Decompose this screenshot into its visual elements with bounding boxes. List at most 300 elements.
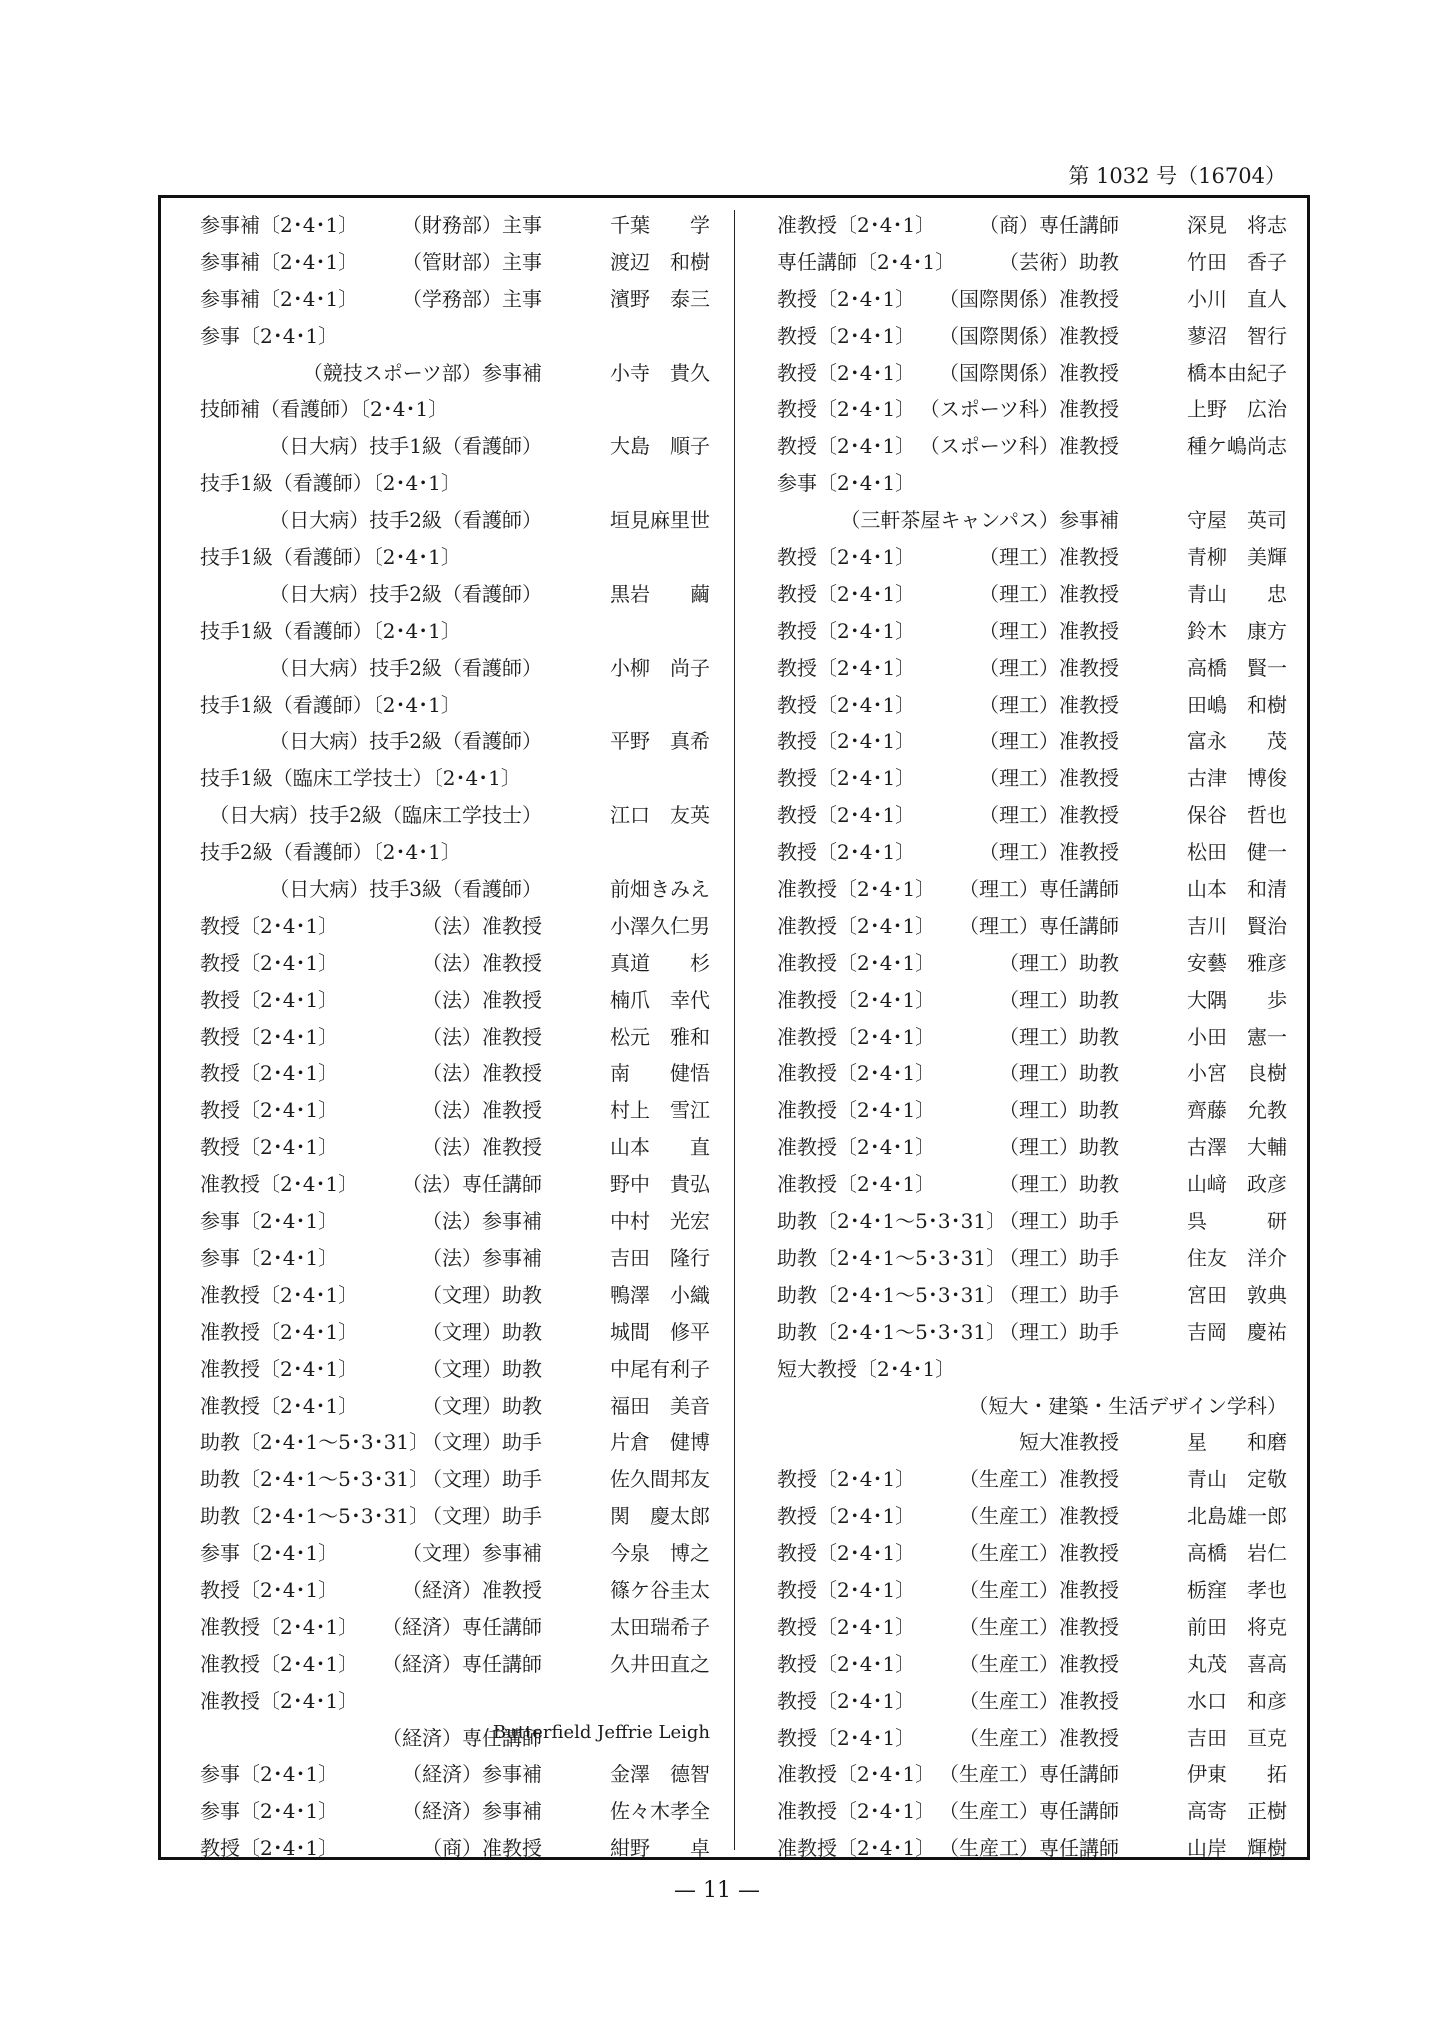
- person-name: 吉岡 慶祐: [1187, 1319, 1287, 1344]
- person-name: 平野 真希: [610, 729, 710, 754]
- post-label: 教授〔2･4･1〕: [200, 913, 339, 938]
- post-label: 短大教授〔2･4･1〕: [777, 1356, 956, 1381]
- department-title: （文理）助手: [422, 1430, 542, 1455]
- person-name: 中尾有利子: [610, 1356, 710, 1381]
- person-name: 山本 和清: [1187, 877, 1287, 902]
- department-title: （文理）助教: [422, 1282, 542, 1307]
- department-title: （日大病）技手2級（看護師）: [269, 655, 542, 680]
- department-title: （文理）助手: [422, 1504, 542, 1529]
- department-title: （理工）助教: [999, 1061, 1119, 1086]
- personnel-entry: [200, 1051, 710, 1088]
- post-label: 准教授〔2･4･1〕: [777, 1098, 936, 1123]
- person-name: 太田瑞希子: [610, 1614, 710, 1639]
- issue-number: 第 1032 号（16704）: [1068, 164, 1286, 188]
- department-title: （理工）准教授: [979, 692, 1119, 717]
- post-label: 参事〔2･4･1〕: [200, 323, 339, 348]
- personnel-entry: [200, 1457, 710, 1494]
- post-label: 教授〔2･4･1〕: [777, 360, 916, 385]
- department-title: （生産工）准教授: [959, 1651, 1119, 1676]
- personnel-entry: [200, 793, 710, 830]
- personnel-entry: [777, 1826, 1287, 1863]
- person-name: 高橋 賢一: [1187, 655, 1287, 680]
- department-title: （経済）専任講師: [382, 1725, 542, 1750]
- personnel-entry: [777, 1310, 1287, 1347]
- person-name: 城間 修平: [610, 1319, 710, 1344]
- post-label: 准教授〔2･4･1〕: [777, 1061, 936, 1086]
- personnel-entry: [200, 1679, 710, 1716]
- department-title: （法）准教授: [422, 913, 542, 938]
- person-name: 山本 直: [610, 1135, 710, 1160]
- person-name: 深見 将志: [1187, 213, 1287, 237]
- person-name: 小田 憲一: [1187, 1024, 1287, 1049]
- personnel-entry: [777, 904, 1287, 941]
- post-label: 参事〔2･4･1〕: [200, 1541, 339, 1566]
- personnel-entry: [200, 387, 710, 424]
- personnel-entry: [777, 756, 1287, 793]
- personnel-entry: [200, 1605, 710, 1642]
- person-name: 久井田直之: [610, 1651, 710, 1676]
- person-name: 村上 雪江: [610, 1098, 710, 1123]
- post-label: 准教授〔2･4･1〕: [777, 213, 936, 237]
- department-title: （経済）専任講師: [382, 1651, 542, 1676]
- personnel-entry: [777, 203, 1287, 240]
- personnel-entry: [200, 609, 710, 646]
- department-title: （国際関係）准教授: [939, 360, 1119, 385]
- personnel-entry: [200, 461, 710, 498]
- person-name: 青山 定敬: [1187, 1467, 1287, 1492]
- personnel-entry: [777, 387, 1287, 424]
- personnel-entry: [777, 424, 1287, 461]
- person-name: 高橋 岩仁: [1187, 1541, 1287, 1566]
- department-title: （理工）准教授: [979, 655, 1119, 680]
- personnel-entry: [777, 240, 1287, 277]
- person-name: 齊藤 允教: [1187, 1098, 1287, 1123]
- person-name: 青柳 美輝: [1187, 545, 1287, 570]
- right-column: [777, 203, 1287, 1863]
- person-name: 福田 美音: [610, 1393, 710, 1418]
- department-title: （法）参事補: [422, 1209, 542, 1234]
- department-title: （経済）准教授: [402, 1577, 542, 1602]
- post-label: 教授〔2･4･1〕: [200, 1024, 339, 1049]
- department-title: （理工）助教: [999, 987, 1119, 1012]
- personnel-entry: [200, 1494, 710, 1531]
- personnel-entry: [200, 351, 710, 388]
- personnel-entry: [777, 1236, 1287, 1273]
- department-title: （国際関係）准教授: [939, 323, 1119, 348]
- post-label: 教授〔2･4･1〕: [777, 655, 916, 680]
- post-label: 教授〔2･4･1〕: [777, 1614, 916, 1639]
- personnel-entry: [777, 793, 1287, 830]
- person-name: 佐々木孝全: [610, 1799, 710, 1824]
- personnel-entry: [777, 867, 1287, 904]
- personnel-entry: [777, 1162, 1287, 1199]
- person-name: 江口 友英: [610, 803, 710, 828]
- post-label: 参事〔2･4･1〕: [200, 1762, 339, 1787]
- personnel-entry: [777, 941, 1287, 978]
- post-label: 教授〔2･4･1〕: [777, 618, 916, 643]
- personnel-entry: [200, 1752, 710, 1789]
- post-label: 教授〔2･4･1〕: [777, 803, 916, 828]
- department-title: （法）准教授: [422, 987, 542, 1012]
- post-label: 准教授〔2･4･1〕: [777, 987, 936, 1012]
- post-label: 教授〔2･4･1〕: [777, 692, 916, 717]
- post-label: 准教授〔2･4･1〕: [777, 1836, 936, 1861]
- personnel-entry: [200, 756, 710, 793]
- department-title: （法）准教授: [422, 1024, 542, 1049]
- department-title: （国際関係）准教授: [939, 286, 1119, 311]
- personnel-entry: [777, 1125, 1287, 1162]
- post-label: 教授〔2･4･1〕: [777, 1725, 916, 1750]
- personnel-entry: [777, 609, 1287, 646]
- department-title: （芸術）助教: [999, 249, 1119, 274]
- personnel-entry: [200, 572, 710, 609]
- post-label: 准教授〔2･4･1〕: [777, 950, 936, 975]
- person-name: 大隅 歩: [1187, 987, 1287, 1012]
- personnel-entry: [777, 1568, 1287, 1605]
- department-title: （日大病）技手1級（看護師）: [269, 434, 542, 459]
- department-title: （文理）助教: [422, 1393, 542, 1418]
- personnel-entry: [777, 277, 1287, 314]
- department-title: （日大病）技手2級（臨床工学技士）: [209, 803, 542, 828]
- personnel-entry: [200, 978, 710, 1015]
- person-name: 栃窪 孝也: [1187, 1577, 1287, 1602]
- personnel-entry: [777, 1605, 1287, 1642]
- person-name: 小川 直人: [1187, 286, 1287, 311]
- department-title: （法）専任講師: [402, 1172, 542, 1197]
- post-label: 参事〔2･4･1〕: [200, 1799, 339, 1824]
- personnel-entry: [200, 1088, 710, 1125]
- department-title: （理工）准教授: [979, 545, 1119, 570]
- personnel-entry: [200, 1015, 710, 1052]
- post-label: 参事補〔2･4･1〕: [200, 249, 359, 274]
- person-name: 前田 将克: [1187, 1614, 1287, 1639]
- person-name: 高寄 正樹: [1187, 1799, 1287, 1824]
- department-title: （理工）准教授: [979, 581, 1119, 606]
- left-column: [200, 203, 710, 1863]
- post-label: 准教授〔2･4･1〕: [777, 1172, 936, 1197]
- post-label: 技手1級（臨床工学技士）〔2･4･1〕: [200, 766, 521, 791]
- person-name: 種ケ嶋尚志: [1187, 434, 1287, 459]
- person-name: 宮田 敦典: [1187, 1282, 1287, 1307]
- personnel-entry: [200, 867, 710, 904]
- department-title: （法）准教授: [422, 1135, 542, 1160]
- post-label: 教授〔2･4･1〕: [200, 1061, 339, 1086]
- personnel-entry: [200, 1236, 710, 1273]
- personnel-entry: [200, 1531, 710, 1568]
- person-name: 富永 茂: [1187, 729, 1287, 754]
- person-name: 楠爪 幸代: [610, 987, 710, 1012]
- personnel-entry: [777, 1789, 1287, 1826]
- department-title: （理工）准教授: [979, 840, 1119, 865]
- department-title: （法）准教授: [422, 950, 542, 975]
- post-label: 教授〔2･4･1〕: [777, 581, 916, 606]
- person-name: 金澤 德智: [610, 1762, 710, 1787]
- post-label: 准教授〔2･4･1〕: [777, 1762, 936, 1787]
- person-name: 古津 博俊: [1187, 766, 1287, 791]
- person-name: 片倉 健博: [610, 1430, 710, 1455]
- personnel-entry: [200, 1162, 710, 1199]
- personnel-entry: [777, 314, 1287, 351]
- personnel-entry: [200, 277, 710, 314]
- person-name: 小澤久仁男: [610, 913, 710, 938]
- department-title: （理工）助教: [999, 1098, 1119, 1123]
- personnel-entry: [777, 1273, 1287, 1310]
- personnel-entry: [777, 461, 1287, 498]
- post-label: 准教授〔2･4･1〕: [200, 1282, 359, 1307]
- personnel-entry: [777, 1420, 1287, 1457]
- personnel-entry: [200, 904, 710, 941]
- person-name: 田嶋 和樹: [1187, 692, 1287, 717]
- personnel-entry: [200, 1420, 710, 1457]
- department-title: （文理）助教: [422, 1319, 542, 1344]
- department-title: （日大病）技手2級（看護師）: [269, 508, 542, 533]
- post-label: 准教授〔2･4･1〕: [200, 1651, 359, 1676]
- personnel-entry: [200, 1273, 710, 1310]
- personnel-entry: [777, 683, 1287, 720]
- person-name: 上野 広治: [1187, 397, 1287, 422]
- person-name: 古澤 大輔: [1187, 1135, 1287, 1160]
- person-name: 星 和磨: [1187, 1430, 1287, 1455]
- department-title: （理工）助手: [999, 1319, 1119, 1344]
- post-label: 助教〔2･4･1～5･3･31〕: [200, 1504, 430, 1529]
- department-title: （三軒茶屋キャンパス）参事補: [840, 508, 1119, 533]
- post-label: 教授〔2･4･1〕: [777, 1541, 916, 1566]
- department-title: （生産工）専任講師: [939, 1799, 1119, 1824]
- person-name: 吉田 亘克: [1187, 1725, 1287, 1750]
- personnel-entry: [777, 1088, 1287, 1125]
- post-label: 准教授〔2･4･1〕: [777, 1024, 936, 1049]
- personnel-entry: [200, 240, 710, 277]
- person-name: 青山 忠: [1187, 581, 1287, 606]
- person-name: 安藝 雅彦: [1187, 950, 1287, 975]
- post-label: 教授〔2･4･1〕: [777, 729, 916, 754]
- post-label: 准教授〔2･4･1〕: [200, 1614, 359, 1639]
- post-label: 教授〔2･4･1〕: [200, 1135, 339, 1160]
- department-title: （理工）助教: [999, 950, 1119, 975]
- department-title: （文理）助教: [422, 1356, 542, 1381]
- person-name: 吉田 隆行: [610, 1245, 710, 1270]
- post-label: 助教〔2･4･1～5･3･31〕: [777, 1282, 1007, 1307]
- personnel-entry: [777, 1716, 1287, 1753]
- personnel-entry: [777, 1494, 1287, 1531]
- department-title: （管財部）主事: [402, 249, 542, 274]
- post-label: 参事補〔2･4･1〕: [200, 213, 359, 237]
- person-name: 小宮 良樹: [1187, 1061, 1287, 1086]
- column-divider: [734, 210, 735, 1850]
- department-title: （経済）参事補: [402, 1799, 542, 1824]
- department-title: （理工）准教授: [979, 766, 1119, 791]
- personnel-entry: [200, 1347, 710, 1384]
- department-title: （理工）准教授: [979, 803, 1119, 828]
- personnel-entry: [200, 830, 710, 867]
- person-name: Butterfield Jeffrie Leigh: [492, 1721, 710, 1743]
- personnel-entry: [777, 535, 1287, 572]
- department-title: （スポーツ科）准教授: [919, 434, 1119, 459]
- person-name: 水口 和彦: [1187, 1688, 1287, 1713]
- personnel-entry: [777, 1015, 1287, 1052]
- person-name: 呉 研: [1187, 1209, 1287, 1234]
- department-title: （商）専任講師: [979, 213, 1119, 237]
- department-title: （法）准教授: [422, 1061, 542, 1086]
- person-name: 鴨澤 小織: [610, 1282, 710, 1307]
- post-label: 教授〔2･4･1〕: [777, 323, 916, 348]
- personnel-entry: [777, 646, 1287, 683]
- person-name: 伊東 拓: [1187, 1762, 1287, 1787]
- post-label: 教授〔2･4･1〕: [777, 434, 916, 459]
- personnel-entry: [200, 1384, 710, 1421]
- personnel-entry: [777, 1051, 1287, 1088]
- person-name: （短大・建築・生活デザイン学科）: [968, 1393, 1287, 1418]
- page-number: — 11 —: [674, 1878, 760, 1903]
- post-label: 教授〔2･4･1〕: [777, 1688, 916, 1713]
- personnel-entry: [777, 978, 1287, 1015]
- personnel-entry: [200, 314, 710, 351]
- post-label: 准教授〔2･4･1〕: [777, 1799, 936, 1824]
- person-name: 保谷 哲也: [1187, 803, 1287, 828]
- post-label: 助教〔2･4･1～5･3･31〕: [200, 1467, 430, 1492]
- department-title: （文理）参事補: [402, 1541, 542, 1566]
- person-name: 野中 貴弘: [610, 1172, 710, 1197]
- post-label: 参事〔2･4･1〕: [777, 471, 916, 496]
- post-label: 教授〔2･4･1〕: [777, 1577, 916, 1602]
- personnel-entry: [200, 719, 710, 756]
- department-title: （日大病）技手3級（看護師）: [269, 877, 542, 902]
- personnel-entry: [200, 1826, 710, 1863]
- department-title: （スポーツ科）准教授: [919, 397, 1119, 422]
- person-name: 吉川 賢治: [1187, 913, 1287, 938]
- personnel-entry: [200, 1125, 710, 1162]
- person-name: 千葉 学: [610, 213, 710, 237]
- post-label: 准教授〔2･4･1〕: [200, 1688, 359, 1713]
- department-title: （文理）助手: [422, 1467, 542, 1492]
- personnel-entry: [777, 498, 1287, 535]
- department-title: （競技スポーツ部）参事補: [302, 360, 542, 385]
- department-title: （経済）専任講師: [382, 1614, 542, 1639]
- department-title: （経済）参事補: [402, 1762, 542, 1787]
- department-title: （生産工）准教授: [959, 1541, 1119, 1566]
- personnel-entry: [777, 351, 1287, 388]
- post-label: 助教〔2･4･1～5･3･31〕: [200, 1430, 430, 1455]
- department-title: （商）准教授: [422, 1836, 542, 1861]
- department-title: （理工）助手: [999, 1209, 1119, 1234]
- person-name: 松元 雅和: [610, 1024, 710, 1049]
- person-name: 前畑きみえ: [610, 877, 710, 902]
- department-title: （生産工）准教授: [959, 1614, 1119, 1639]
- person-name: 垣見麻里世: [610, 508, 710, 533]
- department-title: （理工）助教: [999, 1024, 1119, 1049]
- person-name: 山岸 輝樹: [1187, 1836, 1287, 1861]
- personnel-entry: [777, 1384, 1287, 1421]
- person-name: 関 慶太郎: [610, 1504, 710, 1529]
- post-label: 参事〔2･4･1〕: [200, 1209, 339, 1234]
- department-title: （生産工）准教授: [959, 1725, 1119, 1750]
- personnel-entry: [777, 1531, 1287, 1568]
- personnel-entry: [777, 1199, 1287, 1236]
- department-title: （法）参事補: [422, 1245, 542, 1270]
- post-label: 技手2級（看護師）〔2･4･1〕: [200, 840, 461, 865]
- personnel-entry: [200, 1789, 710, 1826]
- personnel-entry: [200, 203, 710, 240]
- department-title: （財務部）主事: [402, 213, 542, 237]
- person-name: 黒岩 繭: [610, 581, 710, 606]
- person-name: 橋本由紀子: [1187, 360, 1287, 385]
- department-title: （生産工）専任講師: [939, 1836, 1119, 1861]
- personnel-entry: [777, 1679, 1287, 1716]
- personnel-entry: [200, 424, 710, 461]
- person-name: 大島 順子: [610, 434, 710, 459]
- post-label: 教授〔2･4･1〕: [200, 950, 339, 975]
- department-title: （日大病）技手2級（看護師）: [269, 581, 542, 606]
- personnel-entry: [777, 1642, 1287, 1679]
- person-name: 渡辺 和樹: [610, 249, 710, 274]
- post-label: 教授〔2･4･1〕: [777, 1467, 916, 1492]
- post-label: 教授〔2･4･1〕: [777, 286, 916, 311]
- post-label: 技師補（看護師）〔2･4･1〕: [200, 397, 449, 422]
- person-name: 小寺 貴久: [610, 360, 710, 385]
- person-name: 守屋 英司: [1187, 508, 1287, 533]
- department-title: （日大病）技手2級（看護師）: [269, 729, 542, 754]
- personnel-entry: [200, 1568, 710, 1605]
- person-name: 松田 健一: [1187, 840, 1287, 865]
- post-label: 教授〔2･4･1〕: [777, 840, 916, 865]
- personnel-entry: [200, 498, 710, 535]
- post-label: 専任講師〔2･4･1〕: [777, 249, 956, 274]
- department-title: 短大准教授: [1019, 1430, 1119, 1455]
- person-name: 山﨑 政彦: [1187, 1172, 1287, 1197]
- post-label: 技手1級（看護師）〔2･4･1〕: [200, 471, 461, 496]
- person-name: 北島雄一郎: [1187, 1504, 1287, 1529]
- post-label: 参事〔2･4･1〕: [200, 1245, 339, 1270]
- personnel-entry: [200, 535, 710, 572]
- personnel-entry: [777, 719, 1287, 756]
- person-name: 住友 洋介: [1187, 1245, 1287, 1270]
- person-name: 濱野 泰三: [610, 286, 710, 311]
- post-label: 准教授〔2･4･1〕: [200, 1319, 359, 1344]
- person-name: 丸茂 喜高: [1187, 1651, 1287, 1676]
- person-name: 真道 杉: [610, 950, 710, 975]
- post-label: 准教授〔2･4･1〕: [777, 1135, 936, 1160]
- department-title: （学務部）主事: [402, 286, 542, 311]
- post-label: 准教授〔2･4･1〕: [200, 1356, 359, 1381]
- person-name: 竹田 香子: [1187, 249, 1287, 274]
- post-label: 教授〔2･4･1〕: [777, 545, 916, 570]
- department-title: （生産工）准教授: [959, 1504, 1119, 1529]
- person-name: 鈴木 康方: [1187, 618, 1287, 643]
- personnel-entry: [200, 1716, 710, 1753]
- person-name: 中村 光宏: [610, 1209, 710, 1234]
- post-label: 助教〔2･4･1～5･3･31〕: [777, 1319, 1007, 1344]
- post-label: 准教授〔2･4･1〕: [777, 913, 936, 938]
- person-name: 今泉 博之: [610, 1541, 710, 1566]
- post-label: 教授〔2･4･1〕: [200, 1836, 339, 1861]
- personnel-entry: [200, 1310, 710, 1347]
- post-label: 教授〔2･4･1〕: [200, 1577, 339, 1602]
- department-title: （理工）助教: [999, 1172, 1119, 1197]
- post-label: 教授〔2･4･1〕: [777, 1504, 916, 1529]
- person-name: 佐久間邦友: [610, 1467, 710, 1492]
- department-title: （理工）助教: [999, 1135, 1119, 1160]
- person-name: 小柳 尚子: [610, 655, 710, 680]
- personnel-entry: [777, 1457, 1287, 1494]
- personnel-entry: [777, 830, 1287, 867]
- post-label: 教授〔2･4･1〕: [777, 397, 916, 422]
- department-title: （生産工）准教授: [959, 1577, 1119, 1602]
- person-name: 篠ケ谷圭太: [610, 1577, 710, 1602]
- department-title: （法）准教授: [422, 1098, 542, 1123]
- post-label: 技手1級（看護師）〔2･4･1〕: [200, 545, 461, 570]
- post-label: 参事補〔2･4･1〕: [200, 286, 359, 311]
- post-label: 教授〔2･4･1〕: [777, 766, 916, 791]
